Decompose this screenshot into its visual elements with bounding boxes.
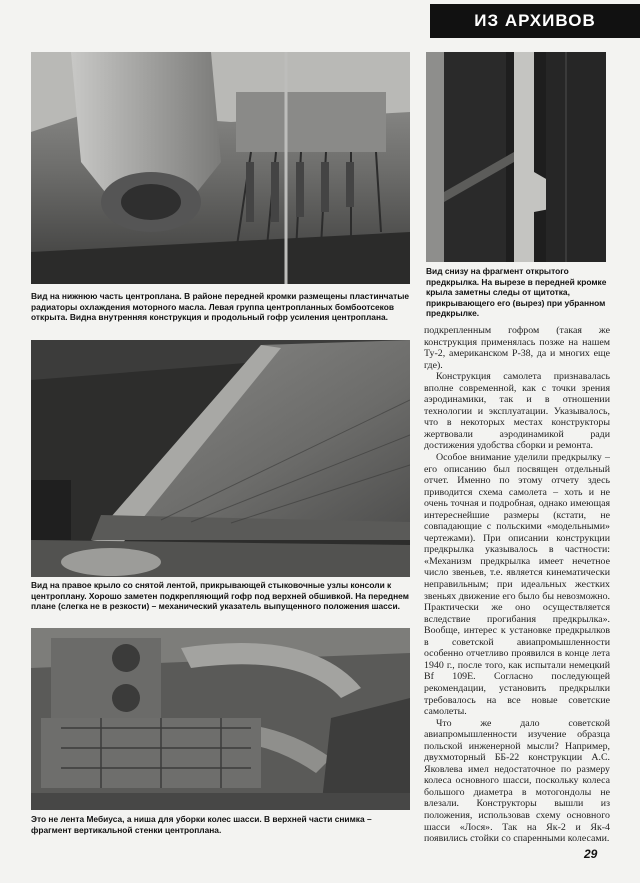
photo-wheel-well	[31, 628, 410, 810]
page-number: 29	[584, 847, 598, 861]
caption-photo-2: Вид снизу на фрагмент открытого предкрылка. На вырезе в передней кромке крыла заметны следы от щитотка, прикрывающего его (вырез) при убранном предкрылке.	[426, 266, 607, 319]
body-text-column	[424, 325, 610, 843]
section-title: ИЗ АРХИВОВ	[474, 11, 596, 30]
photo-slat-underside	[426, 52, 606, 262]
section-header	[430, 4, 640, 38]
caption-photo-3: Вид на правое крыло со снятой лентой, прикрывающей стыковочные узлы консоли к центроплану. Хорошо заметен подкрепляющий гофр под верхней обшивкой. На переднем плане (слегка не в резкости) – механический указатель выпущенного положения шасси.	[31, 580, 409, 612]
photo-centerplane-underside	[31, 52, 410, 284]
body-paragraph: Что же дало советской авиапромышленности изучение образца польской инженерной мысли? Например, двухмоторный ББ-22 конструкции А.С. Яковлева имел недостаточное по размеру колеса основного шасси, поскольку колеса большого диаметра в мотогондолы не влезали. Конструкторы вышли из положения, использовав схему основного шасси «Лося». Так на Як-2 и Як-4 появились стойки со спаренными колесами.	[424, 717, 610, 843]
body-paragraph: Особое внимание уделили предкрылку – его описанию был посвящен отдельный отчет. Именно по этому отчету здесь приводится схема самолета – хоть и не очень точная и подробная, однако имеющая интереснейшие размеры (кстати, не совпадающие с польскими «модельными» чертежами). При описании конструкции предкрылка указывалось в частности: «Механизм предкрылка имеет нечетное число звеньев, т.е. является кинематически неправильным; при идеальных жестких звеньях движение его было бы невозможно. Практически же оно осуществляется вследствие прогибания предкрылка». Вообще, интерес к установке предкрылков в советской авиапромышленности особенно отчетливо проявился в конце лета 1940 г., после того, как испытали немецкий Bf 109E. Согласно последующей рекомендации, установить предкрылки требовалось на все новые советские самолеты.	[424, 452, 610, 718]
body-paragraph: Конструкция самолета признавалась вполне современной, как с точки зрения аэродинамики, так и в отношении технологии и эксплуатации. Указывалось, что в некоторых местах конструкторы жертвовали аэродинамикой ради достижения удобства сборки и ремонта.	[424, 371, 610, 452]
photo-right-wing	[31, 340, 410, 577]
caption-photo-1: Вид на нижнюю часть центроплана. В районе передней кромки размещены пластинчатые радиаторы охлаждения моторного масла. Левая группа центропланных бомбоотсеков открыта. Видна внутренняя конструкция и продольный гофр усиления центроплана.	[31, 291, 410, 323]
caption-photo-4: Это не лента Мебиуса, а ниша для уборки колес шасси. В верхней части снимка – фрагмент вертикальной стенки центроплана.	[31, 814, 372, 835]
body-paragraph: подкрепленным гофром (такая же конструкция применялась позже на нашем Ту-2, американском Р-38, да и многих еще где).	[424, 325, 610, 371]
